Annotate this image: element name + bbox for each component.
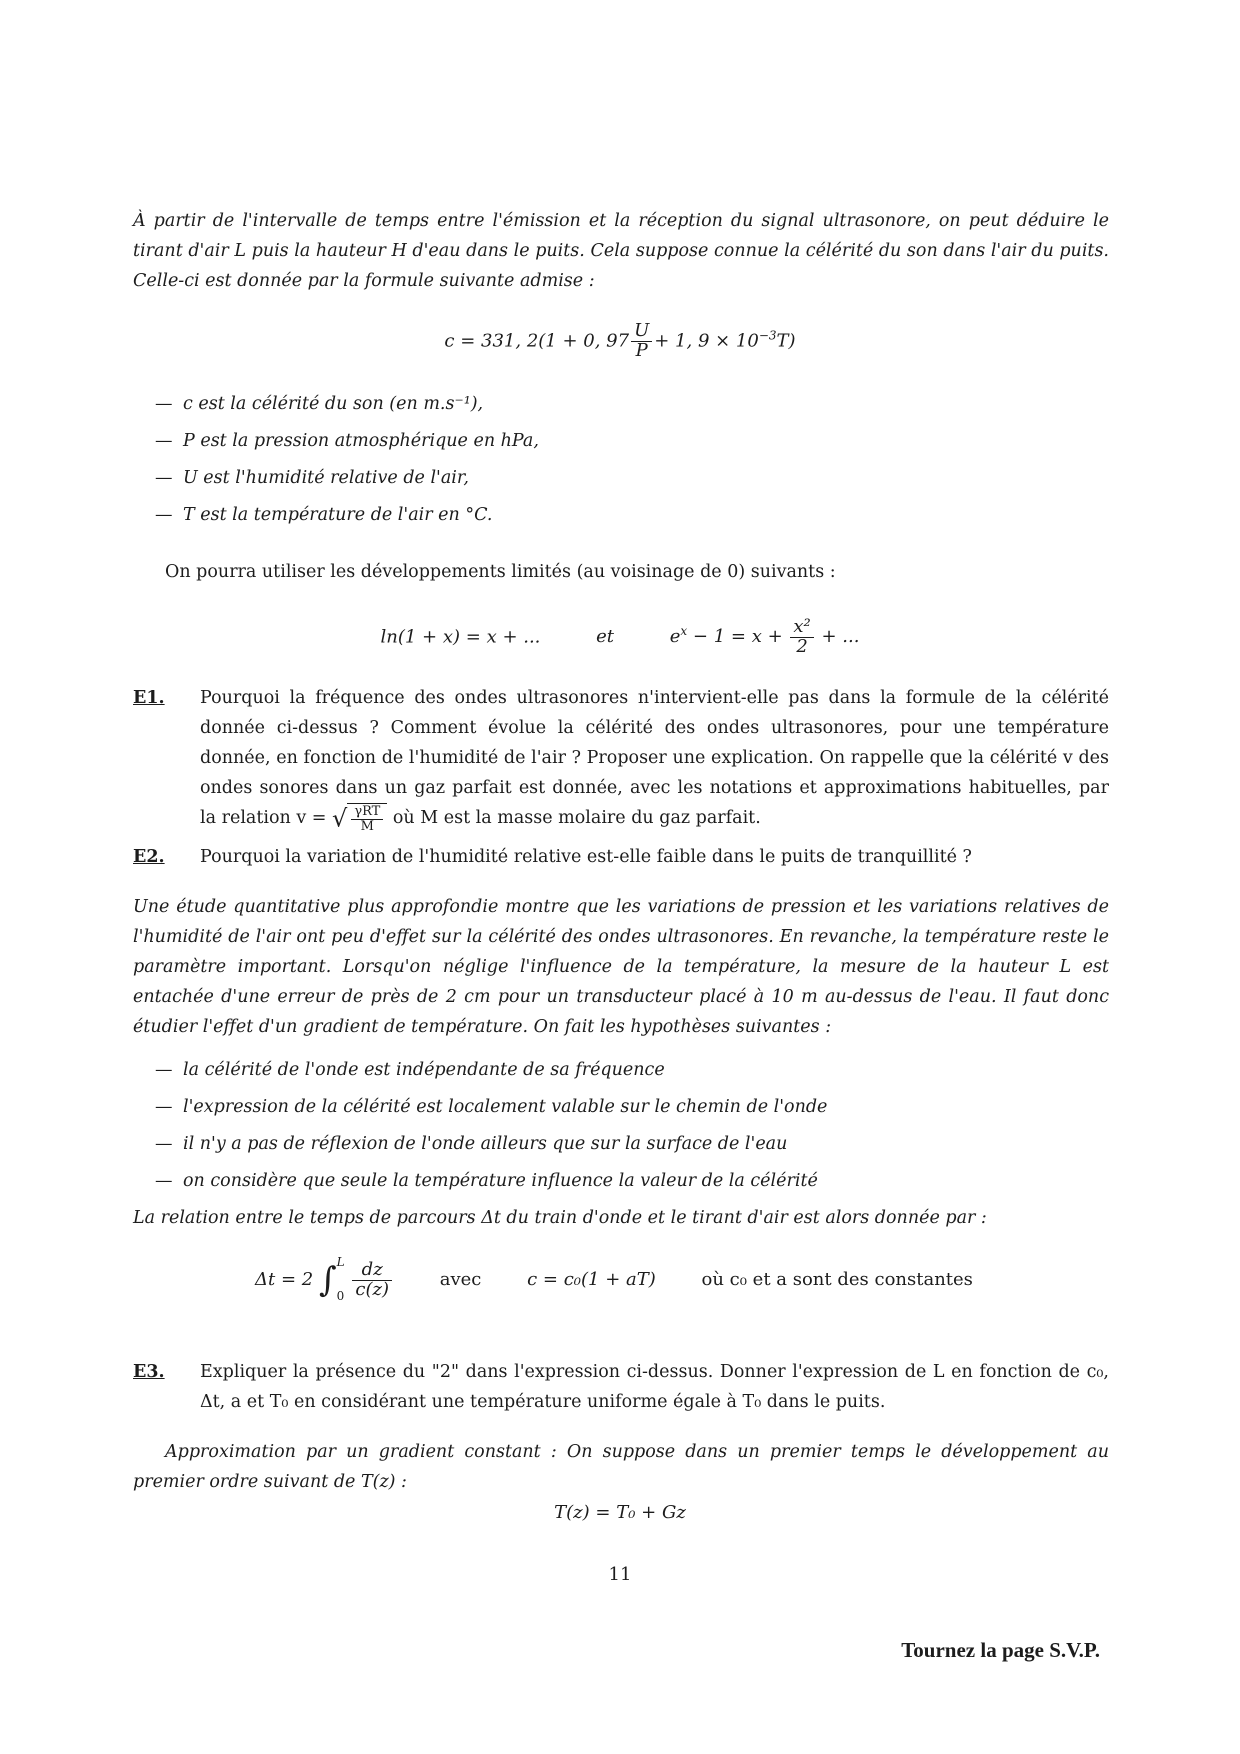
- hypothesis-2: — l'expression de la célérité est localement valable sur le chemin de l'onde: [155, 1097, 828, 1117]
- intro-paragraph: À partir de l'intervalle de temps entre l'émission et la réception du signal ultrasonore, on peut déduire le tirant d'air L puis la hauteur H d'eau dans le puits. Cela suppose connue la célérité du son dans l'air du puits. Celle-ci est donnée par la formule suivante admise :: [133, 211, 1109, 291]
- formula3-celerity: c = c₀(1 + aT): [527, 1269, 656, 1290]
- formula1-frac-num: U: [631, 322, 652, 342]
- e3-text: Expliquer la présence du "2" dans l'expression ci-dessus. Donner l'expression de L en fonction de c₀, Δt, a et T₀ en considérant une température uniforme égale à T₀ dans le puits.: [200, 1362, 1109, 1412]
- formula1-fraction: [631, 322, 652, 361]
- formula1-right: + 1, 9 × 10: [654, 330, 759, 352]
- hypothesis-1: — la célérité de l'onde est indépendante de sa fréquence: [155, 1060, 665, 1080]
- sqrt-symbol: √ $\frac{\text{γRT}}{M}$: [332, 803, 387, 834]
- exp-expansion: $e^x - 1 = x$ + $\frac{\text{x²}}{2}$ + ...: [669, 616, 860, 657]
- e2-label: E2.: [133, 847, 165, 867]
- formula1-left: c = 331, 2(1 + 0, 97: [444, 330, 630, 352]
- e1-label: E1.: [133, 688, 165, 708]
- formula1-end: T): [776, 330, 796, 352]
- celerity-formula: [0, 322, 1240, 361]
- exp-fraction: $\frac{\text{x²}}{2}$: [790, 618, 813, 657]
- study-paragraph: Une étude quantitative plus approfondie montre que les variations de pression et les variations relatives de l'humidité de l'air ont peu d'effet sur la célérité des ondes ultrasonores. En revanche, la température reste le paramètre important. Lorsqu'on néglige l'influence de la température, la mesure de la hauteur L est entachée d'une erreur de près de 2 cm pour un transducteur placé à 10 m au-dessus de l'eau. Il faut donc étudier l'effet d'un gradient de température. On fait les hypothèses suivantes :: [133, 897, 1109, 1037]
- e3-label: E3.: [133, 1362, 165, 1382]
- formula1-frac-den: P: [635, 339, 648, 361]
- question-e1: [133, 683, 1109, 834]
- turn-page-note: Tournez la page S.V.P.: [901, 1638, 1100, 1662]
- et-word: et: [596, 626, 615, 648]
- formula3-note: où c₀ et a sont des constantes: [701, 1269, 973, 1290]
- formula1-exponent: −3: [758, 328, 777, 343]
- question-e2: [133, 842, 1109, 872]
- page-number: 11: [608, 1564, 632, 1585]
- question-e3: [133, 1357, 1109, 1417]
- relation-intro: La relation entre le temps de parcours Δt du train d'onde et le tirant d'air est alors donnée par :: [133, 1208, 987, 1228]
- formula3-fraction: $\frac{dz}{c(z)}$: [352, 1261, 392, 1300]
- bullet-t: — T est la température de l'air en °C.: [155, 505, 493, 525]
- ln-expansion: ln(1 + x) = x + ...: [380, 626, 541, 648]
- approx-paragraph: Approximation par un gradient constant : On suppose dans un premier temps le développement au premier ordre suivant de T(z) :: [133, 1442, 1109, 1492]
- hypothesis-4: — on considère que seule la température influence la valeur de la célérité: [155, 1171, 818, 1191]
- bullet-c: — c est la célérité du son (en m.s⁻¹),: [155, 394, 484, 414]
- bullet-u: — U est l'humidité relative de l'air,: [155, 468, 469, 488]
- integral-icon: ∫: [318, 1260, 337, 1300]
- dl-intro: On pourra utiliser les développements limités (au voisinage de 0) suivants :: [165, 562, 836, 582]
- bullet-p: — P est la pression atmosphérique en hPa,: [155, 431, 539, 451]
- formula3-lhs: Δt = 2: [255, 1269, 314, 1290]
- dl-formulas: [0, 618, 1240, 657]
- e2-text: Pourquoi la variation de l'humidité relative est-elle faible dans le puits de tranquillité ?: [200, 847, 972, 867]
- travel-time-formula: [255, 1255, 973, 1303]
- hypothesis-3: — il n'y a pas de réflexion de l'onde ailleurs que sur la surface de l'eau: [155, 1134, 788, 1154]
- temperature-gradient-formula: T(z) = T₀ + Gz: [554, 1502, 686, 1523]
- formula3-avec: avec: [439, 1269, 482, 1290]
- e1-text: Pourquoi la fréquence des ondes ultrasonores n'intervient-elle pas dans la formule de la célérité donnée ci-dessus ? Comment évolue la célérité des ondes ultrasonores, pour une température donnée, en fonction de l'humidité de l'air ? Proposer une explication. On rappelle que la célérité v des ondes sonores dans un gaz parfait est donnée, avec les notations et approximations habituelles, par la relation v = √ $\frac{\text{γRT}}{M}$ où M est la masse molaire du gaz parfait.: [200, 688, 1109, 834]
- integral-limits: L 0: [336, 1255, 345, 1303]
